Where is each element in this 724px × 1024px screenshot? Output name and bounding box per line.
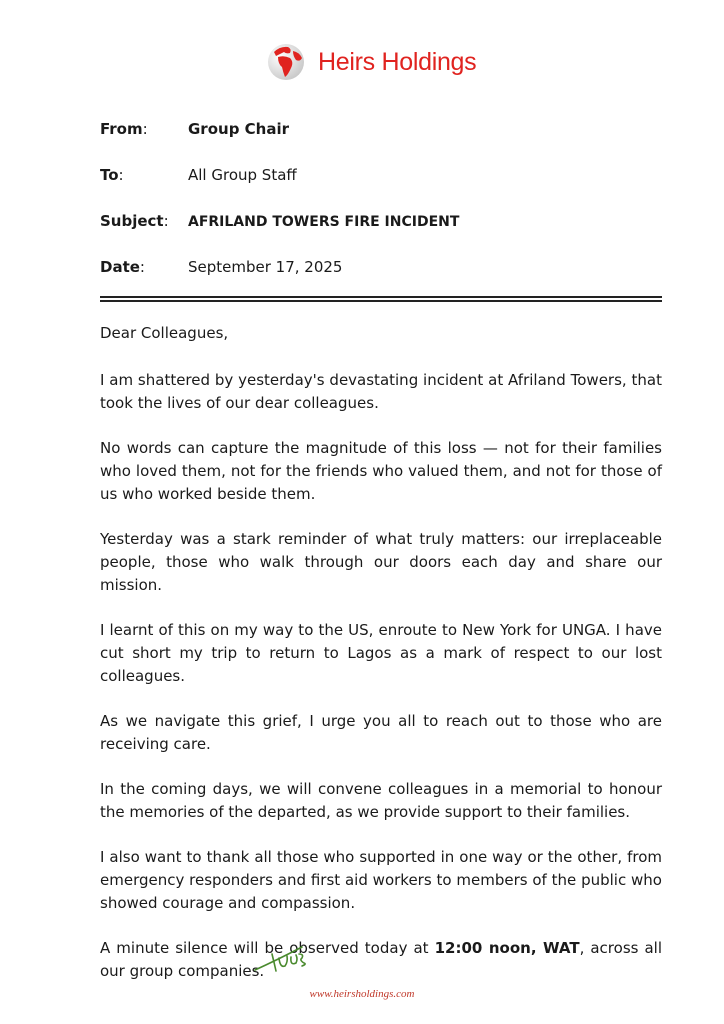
to-value: All Group Staff: [188, 166, 297, 184]
subject-row: Subject: AFRILAND TOWERS FIRE INCIDENT: [100, 212, 460, 230]
paragraph: I learnt of this on my way to the US, enroute to New York for UNGA. I have cut short my trip to return to Lagos as a mark of respect to our lost colleagues.: [100, 621, 662, 685]
brand-name: Heirs Holdings: [318, 47, 477, 76]
date-label: Date: [100, 258, 140, 276]
paragraph: I am shattered by yesterday's devastating incident at Afriland Towers, that took the lives of our dear colleagues.: [100, 371, 662, 412]
paragraph: In the coming days, we will convene colleagues in a memorial to honour the memories of the departed, as we provide support to their families.: [100, 780, 662, 821]
signature-icon: [252, 942, 322, 976]
brand-logo: [266, 40, 476, 84]
subject-value: AFRILAND TOWERS FIRE INCIDENT: [188, 214, 460, 230]
memo-body: [100, 322, 662, 1005]
website-link[interactable]: www.heirsholdings.com: [309, 988, 415, 1000]
from-label: From: [100, 120, 143, 138]
subject-label: Subject: [100, 212, 164, 230]
greeting: Dear Colleagues,: [100, 324, 229, 342]
closing-paragraph: A minute silence will be observed today at 12:00 noon, WAT, across all our group companies.: [100, 939, 663, 980]
from-value: Group Chair: [188, 120, 290, 138]
to-row: To: All Group Staff: [100, 166, 297, 184]
globe-icon: [266, 42, 306, 82]
paragraph: Yesterday was a stark reminder of what truly matters: our irreplaceable people, those who walk through our doors each day and share our mission.: [100, 530, 662, 594]
date-row: Date: September 17, 2025: [100, 258, 343, 276]
memo-header: [100, 120, 660, 304]
to-label: To: [100, 166, 119, 184]
from-row: From: Group Chair: [100, 120, 290, 138]
silence-time: 12:00 noon, WAT: [434, 939, 580, 957]
paragraph: As we navigate this grief, I urge you all to reach out to those who are receiving care.: [100, 712, 662, 753]
paragraph: I also want to thank all those who supported in one way or the other, from emergency responders and first aid workers to members of the public who showed courage and compassion.: [100, 848, 662, 912]
double-rule-divider: [100, 296, 662, 302]
date-value: September 17, 2025: [188, 258, 343, 276]
paragraph: No words can capture the magnitude of this loss — not for their families who loved them, not for the friends who valued them, and not for those of us who worked beside them.: [100, 439, 662, 503]
